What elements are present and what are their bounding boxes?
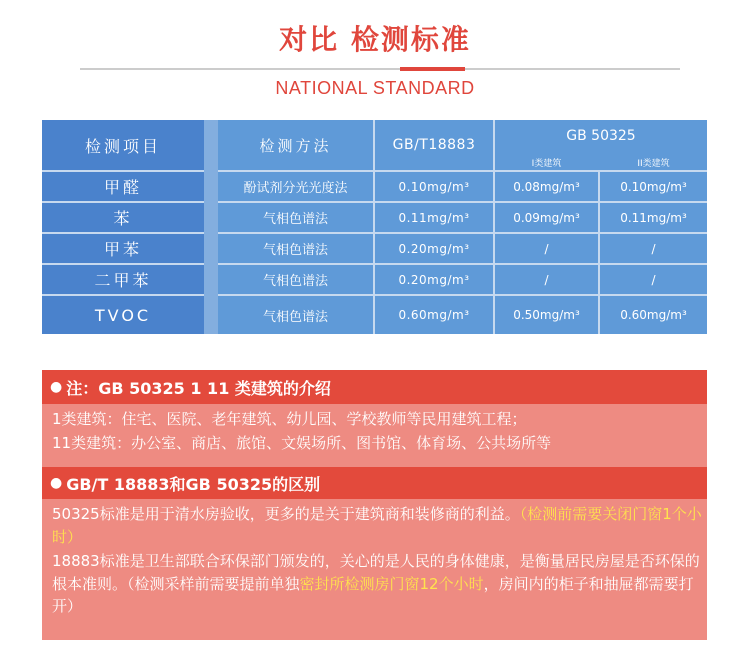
section1-line1: 1类建筑：住宅、医院、老年建筑、幼儿园、学校教师等民用建筑工程； — [52, 410, 527, 428]
table-row-class2: 0.10mg/m³ — [600, 172, 707, 201]
header-gb50325-group — [495, 120, 707, 170]
table-row-method: 气相色谱法 — [218, 296, 373, 334]
p1-highlight: （检测前需要关闭门窗1个小时） — [52, 505, 702, 546]
section2-paragraph2 — [52, 550, 702, 618]
table-row-class1: / — [495, 265, 598, 294]
comparison-table — [42, 120, 707, 334]
table-row-gb18883: 0.60mg/m³ — [375, 296, 493, 334]
table-row-class1: 0.08mg/m³ — [495, 172, 598, 201]
table-row-item: 甲苯 — [42, 234, 204, 263]
table-row-class1: / — [495, 234, 598, 263]
header-class2: II类建筑 — [637, 159, 670, 169]
table-row-class2: / — [600, 265, 707, 294]
p2-highlight: 密封所检测房门窗12个小时 — [299, 574, 484, 593]
table-row-class2: 0.11mg/m³ — [600, 203, 707, 232]
table-row-gb18883: 0.20mg/m³ — [375, 265, 493, 294]
table-row-class2: / — [600, 234, 707, 263]
section2-paragraph1 — [52, 503, 702, 548]
header-gb18883: GB/T18883 — [375, 120, 493, 170]
table-row-item: 二甲苯 — [42, 265, 204, 294]
page-title: 对比 检测标准 — [279, 23, 471, 56]
header-item: 检测项目 — [42, 120, 204, 170]
bullet-icon: ● — [50, 475, 63, 491]
table-row-gb18883: 0.11mg/m³ — [375, 203, 493, 232]
header-method: 检测方法 — [218, 120, 373, 170]
section1-line2: 11类建筑：办公室、商店、旅馆、文娱场所、图书馆、体育场、公共场所等 — [52, 434, 552, 452]
p2-text2: ，房间内的柜子和抽屉都需要打开） — [52, 574, 694, 615]
table-row-method: 气相色谱法 — [218, 203, 373, 232]
header-gb50325: GB 50325 — [566, 128, 636, 144]
section2-band — [42, 467, 707, 499]
table-row-gb18883: 0.20mg/m³ — [375, 234, 493, 263]
notes-panel — [42, 370, 707, 640]
table-row-class1: 0.09mg/m³ — [495, 203, 598, 232]
page-subtitle: NATIONAL STANDARD — [275, 78, 475, 98]
p1-text: 50325标准是用于清水房验收，更多的是关于建筑商和装修商的利益。 — [52, 505, 520, 523]
table-row-method: 气相色谱法 — [218, 234, 373, 263]
section2-title: GB/T 18883和GB 50325的区别 — [66, 474, 321, 494]
table-row-item: TVOC — [42, 296, 204, 334]
header-class1: I类建筑 — [531, 159, 562, 169]
table-connector — [204, 120, 218, 334]
section1-title: 注：GB 50325 1 11 类建筑的介绍 — [66, 378, 331, 398]
p2-text1: 18883标准是卫生部联合环保部门颁发的，关心的是人民的身体健康，是衡量居民房屋是否环保的根本准则。（检测采样前需要提前单独 — [52, 552, 700, 593]
table-row-method: 气相色谱法 — [218, 265, 373, 294]
title-divider-accent — [400, 67, 465, 71]
table-row-class2: 0.60mg/m³ — [600, 296, 707, 334]
table-row-method: 酚试剂分光光度法 — [218, 172, 373, 201]
section1-band — [42, 370, 707, 404]
table-row-gb18883: 0.10mg/m³ — [375, 172, 493, 201]
bullet-icon: ● — [50, 379, 63, 395]
table-row-item: 甲醛 — [42, 172, 204, 201]
table-row-item: 苯 — [42, 203, 204, 232]
table-row-class1: 0.50mg/m³ — [495, 296, 598, 334]
title-divider — [80, 68, 680, 70]
